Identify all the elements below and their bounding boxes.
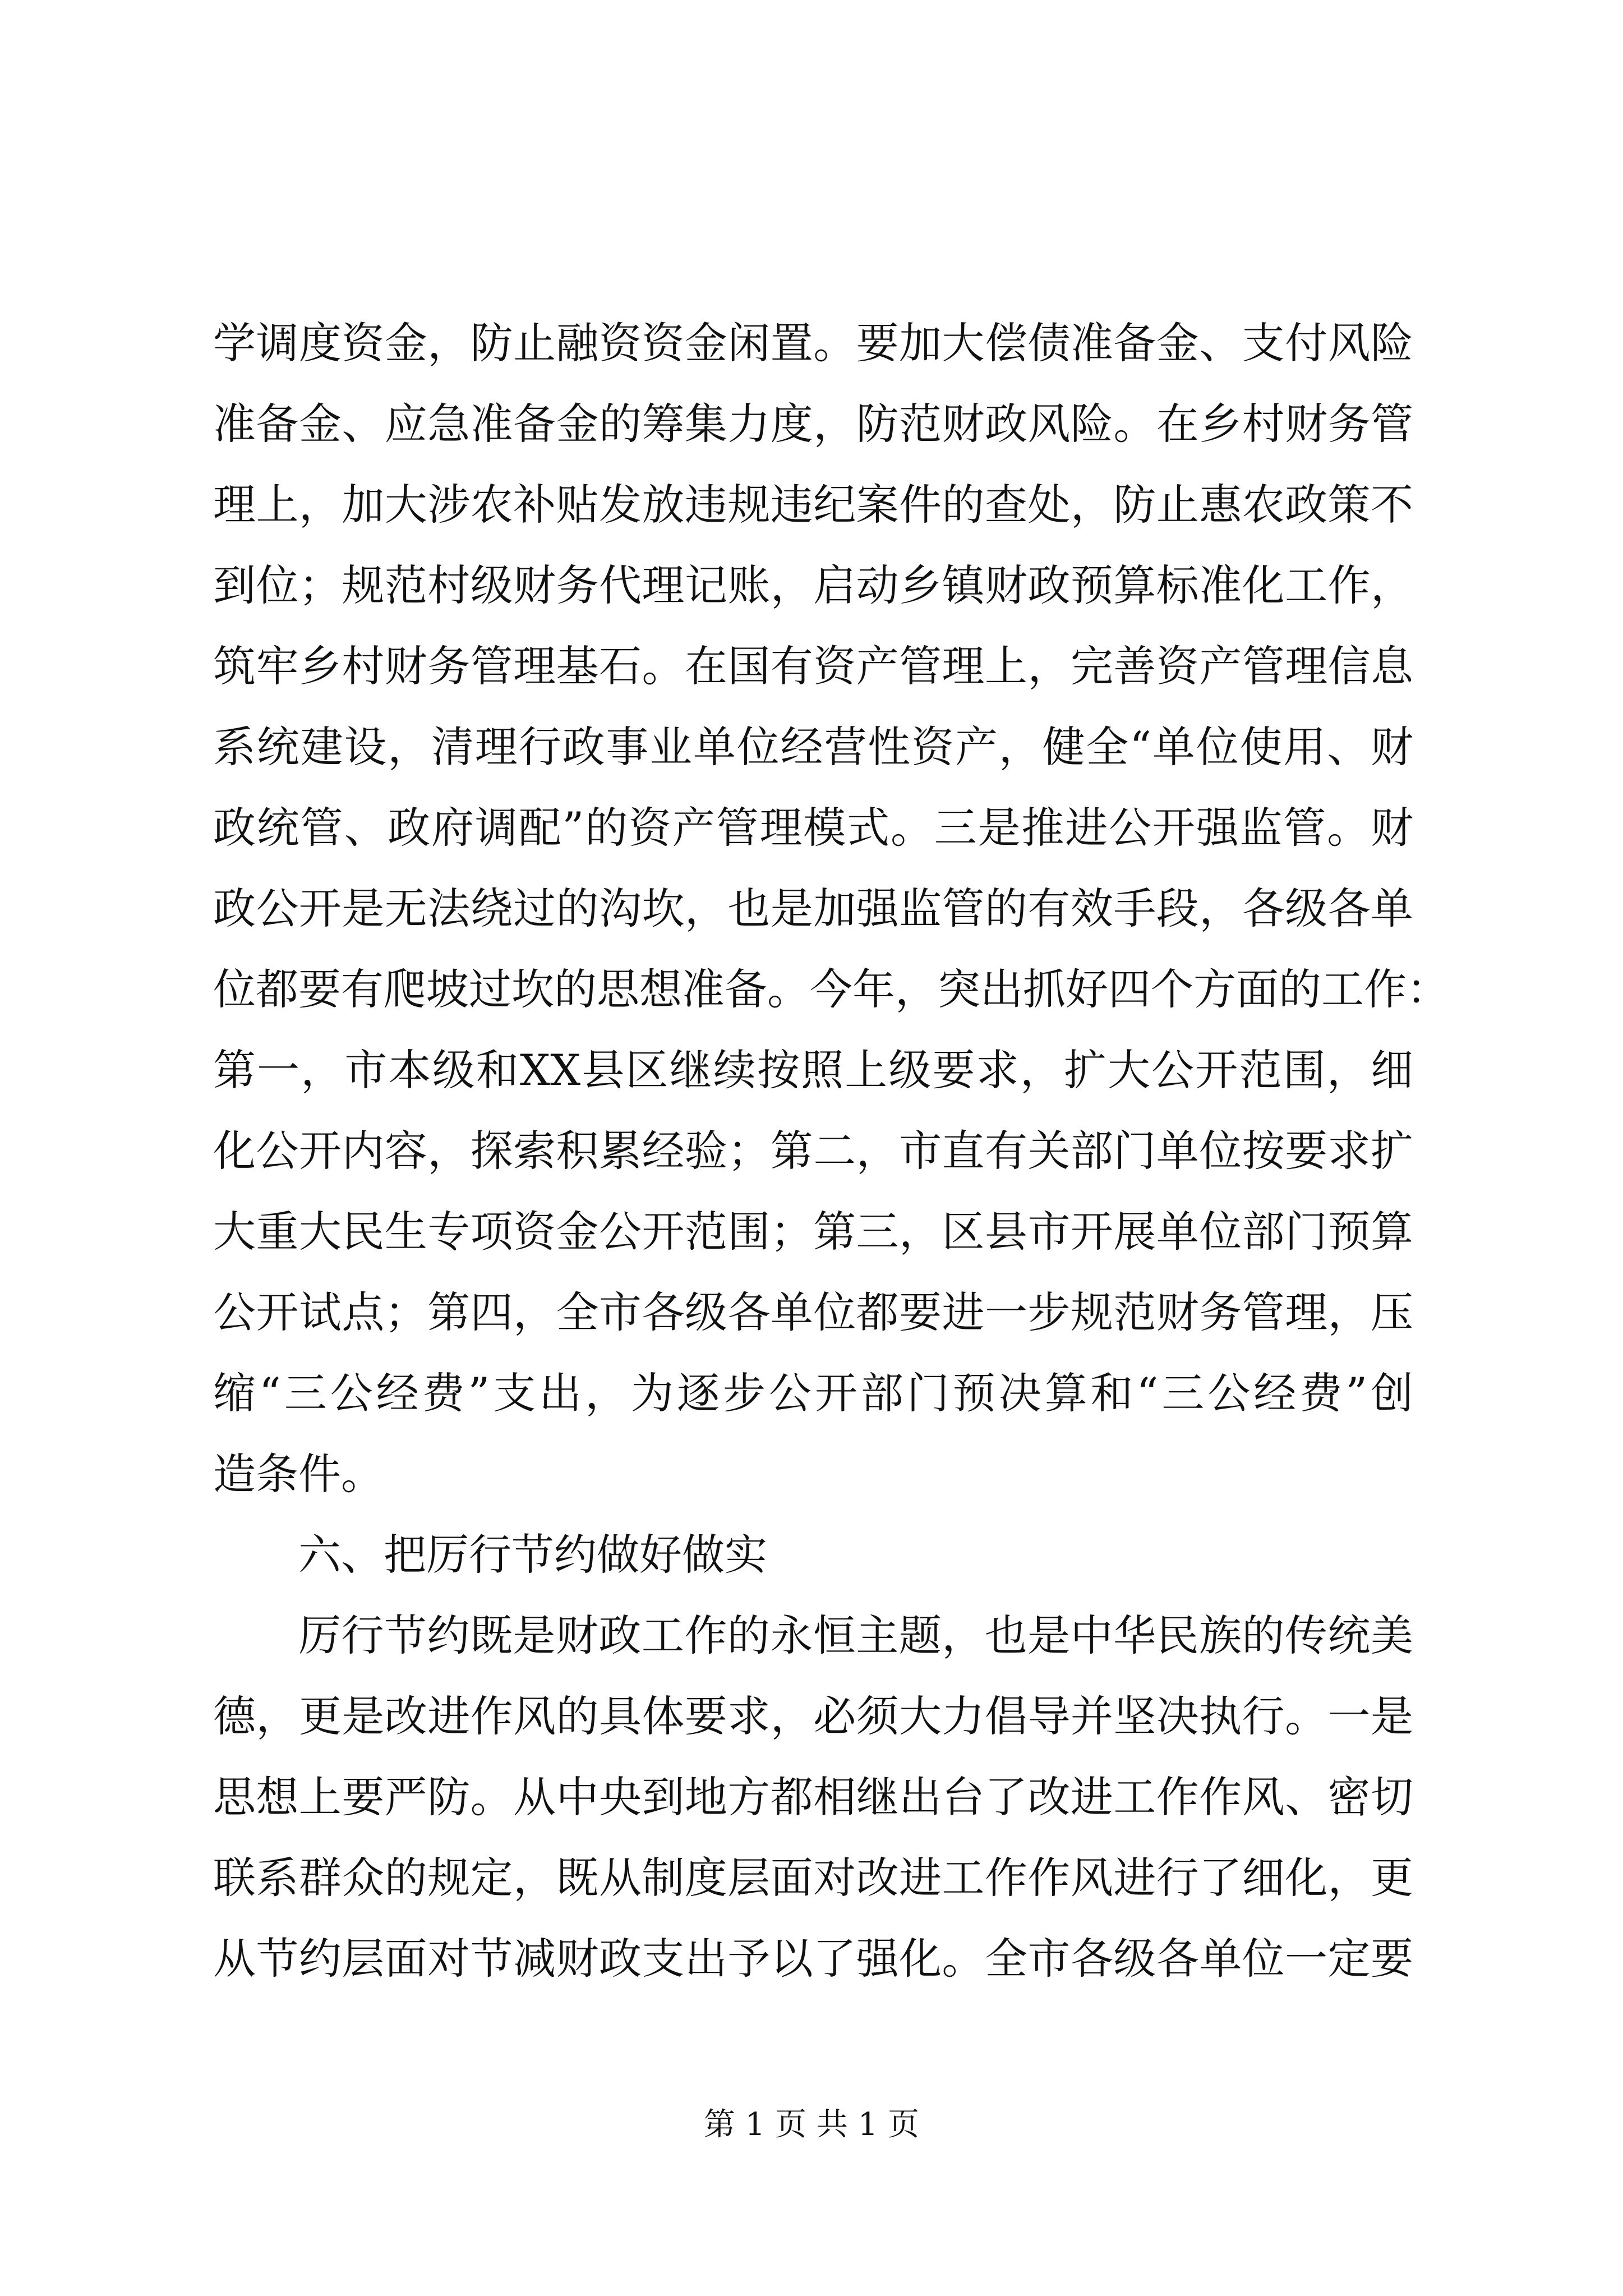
paragraph <box>213 1595 1413 1999</box>
document-body <box>213 303 1449 1999</box>
text-line: 位都要有爬坡过坎的思想准备。今年，突出抓好四个方面的工作： <box>213 964 1449 1014</box>
text-line: 准备金、应急准备金的筹集力度，防范财政风险。在乡村财务管 <box>213 399 1413 449</box>
paragraph <box>213 303 1449 1515</box>
text-line: 理上，加大涉农补贴发放违规违纪案件的查处，防止惠农政策不 <box>213 480 1413 530</box>
section-heading <box>213 1515 1413 1595</box>
text-line: 筑牢乡村财务管理基石。在国有资产管理上，完善资产管理信息 <box>213 641 1413 691</box>
text-line: 大重大民生专项资金公开范围；第三，区县市开展单位部门预算 <box>213 1207 1413 1257</box>
text-line: 政公开是无法绕过的沟坎，也是加强监管的有效手段，各级各单 <box>213 884 1413 933</box>
text-line: 从节约层面对节减财政支出予以了强化。全市各级各单位一定要 <box>213 1934 1413 1984</box>
text-line: 学调度资金，防止融资资金闲置。要加大偿债准备金、支付风险 <box>213 318 1413 368</box>
text-line: 德，更是改进作风的具体要求，必须大力倡导并坚决执行。一是 <box>213 1691 1413 1741</box>
page-footer <box>0 2102 1623 2147</box>
text-line: 厉行节约既是财政工作的永恒主题，也是中华民族的传统美 <box>298 1611 1413 1660</box>
text-line: 六、把厉行节约做好做实 <box>298 1530 767 1580</box>
text-line: 化公开内容，探索积累经验；第二，市直有关部门单位按要求扩 <box>213 1126 1413 1176</box>
text-line: 公开试点；第四，全市各级各单位都要进一步规范财务管理，压 <box>213 1287 1413 1337</box>
text-line: 造条件。 <box>213 1449 384 1499</box>
text-line: 缩“三公经费”支出，为逐步公开部门预决算和“三公经费”创 <box>213 1368 1413 1418</box>
page-number: 第 1 页 共 1 页 <box>703 2106 920 2143</box>
text-line: 政统管、政府调配”的资产管理模式。三是推进公开强监管。财 <box>213 803 1413 853</box>
text-line: 联系群众的规定，既从制度层面对改进工作作风进行了细化，更 <box>213 1853 1413 1903</box>
text-line: 系统建设，清理行政事业单位经营性资产，健全“单位使用、财 <box>213 722 1413 772</box>
text-line: 第一，市本级和XX县区继续按照上级要求，扩大公开范围，细 <box>213 1045 1413 1095</box>
text-line: 思想上要严防。从中央到地方都相继出台了改进工作作风、密切 <box>213 1772 1413 1822</box>
text-line: 到位；规范村级财务代理记账，启动乡镇财政预算标准化工作， <box>213 560 1413 610</box>
